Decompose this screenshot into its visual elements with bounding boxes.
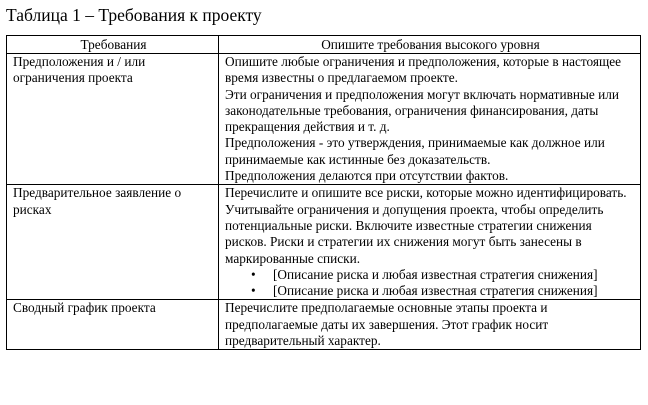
- description-paragraph: Перечислите предполагаемые основные этапы проекта и предполагаемые даты их завершения. Этот график носит предварительный характер.: [225, 300, 549, 349]
- table-header-row: [7, 36, 641, 54]
- header-requirements: Требования: [7, 36, 219, 54]
- row-label-schedule: Сводный график проекта: [7, 300, 219, 350]
- table-row: [7, 54, 641, 185]
- table-row: [7, 185, 641, 300]
- description-paragraph: Перечислите и опишите все риски, которые можно идентифицировать. Учитывайте ограничения и допущения проекта, чтобы определить потенциальные риски. Включите известные стратегии снижения рисков. Риски и стратегии их снижения могут быть занесены в маркированные списки.: [225, 185, 627, 266]
- row-description-assumptions: [219, 54, 641, 185]
- row-label-assumptions: Предположения и / или ограничения проекта: [7, 54, 219, 185]
- risk-bullet-list: [225, 267, 636, 300]
- description-paragraph: Опишите любые ограничения и предположения, которые в настоящее время известны о предлагаемом проекте.: [225, 54, 622, 86]
- description-paragraph: Предположения - это утверждения, принимаемые как должное или принимаемые как истинные без доказательств.: [225, 135, 605, 167]
- row-description-schedule: [219, 300, 641, 350]
- header-high-level-requirements: Опишите требования высокого уровня: [219, 36, 641, 54]
- description-paragraph: Эти ограничения и предположения могут включать нормативные или законодательные требования, ограничения финансирования, даты прекращения действия и т. д.: [225, 86, 619, 135]
- table-row: [7, 300, 641, 350]
- row-label-risks: Предварительное заявление о рисках: [7, 185, 219, 300]
- list-item: • [Описание риска и любая известная стратегия снижения]: [273, 267, 636, 283]
- description-paragraph: Предположения делаются при отсутствии фактов.: [225, 168, 509, 184]
- requirements-table: [6, 35, 641, 350]
- list-item: • [Описание риска и любая известная стратегия снижения]: [273, 283, 636, 299]
- row-description-risks: [219, 185, 641, 300]
- table-caption: Таблица 1 – Требования к проекту: [6, 5, 262, 25]
